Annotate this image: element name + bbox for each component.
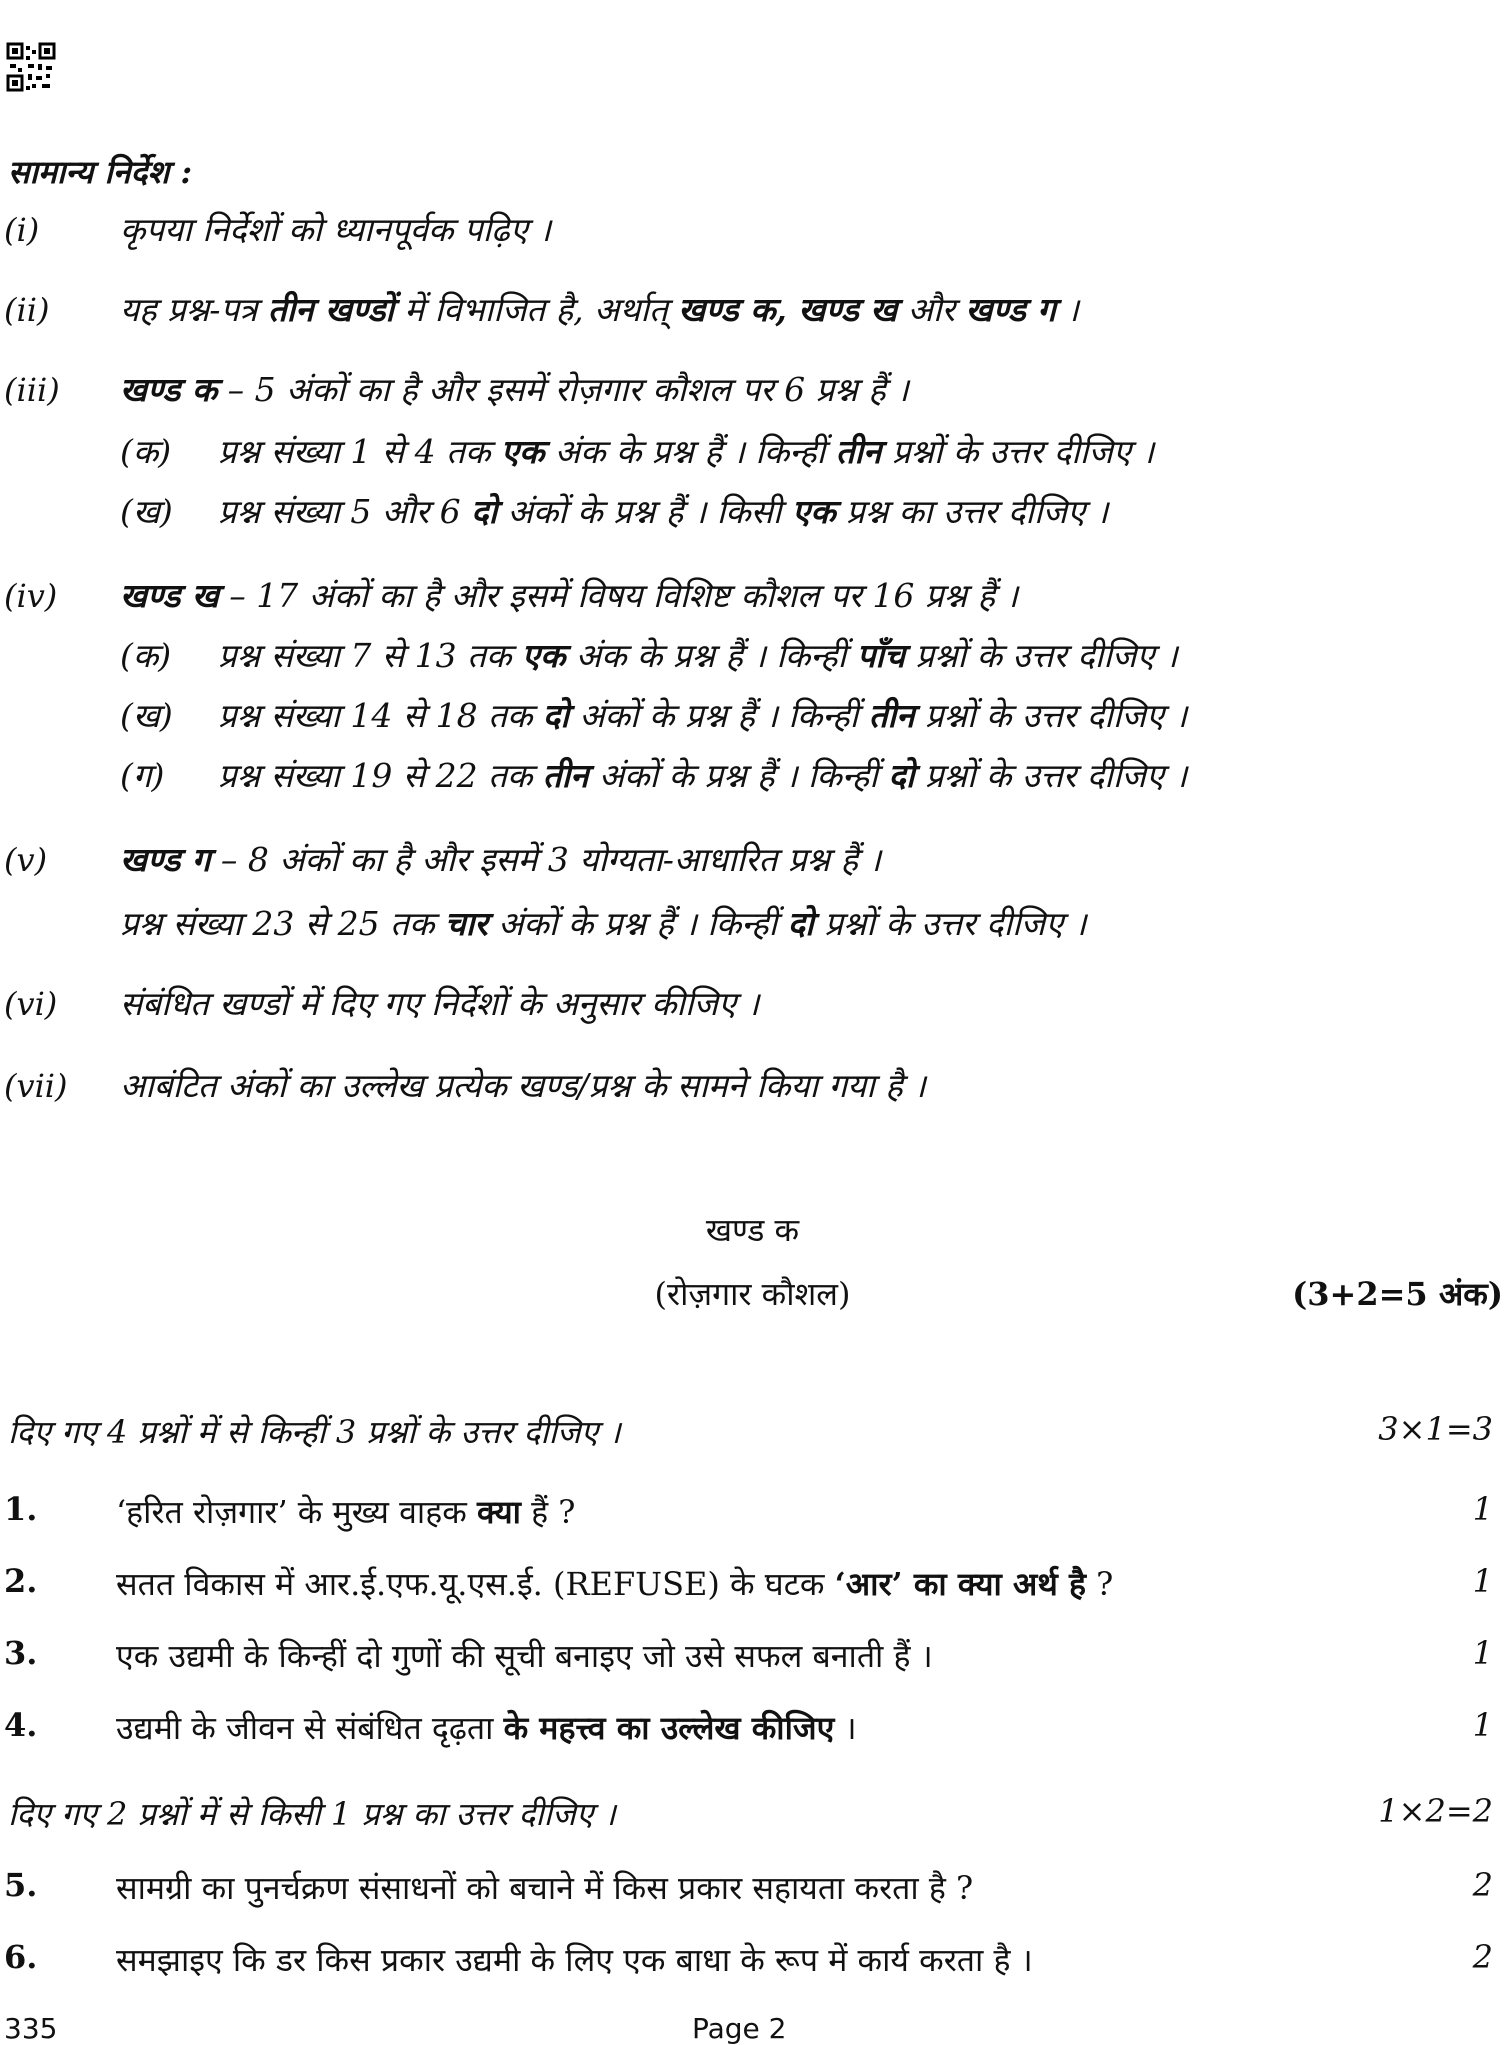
instruction-number: (ii) — [4, 291, 50, 329]
instruction-number: (v) — [4, 841, 48, 879]
section-title: खण्ड क — [705, 1211, 800, 1249]
question-text: समझाइए कि डर किस प्रकार उद्यमी के लिए एक बाधा के रूप में कार्य करता है । — [116, 1941, 1033, 1979]
question-number: 3. — [4, 1634, 38, 1672]
question-number: 2. — [4, 1562, 38, 1600]
question-marks: 1 — [1472, 1634, 1493, 1672]
question-number: 6. — [4, 1938, 38, 1976]
question-marks: 1 — [1472, 1706, 1493, 1744]
group-instruction: दिए गए 4 प्रश्नों में से किन्हीं 3 प्रश्नों के उत्तर दीजिए । — [8, 1413, 621, 1451]
instruction-text: संबंधित खण्डों में दिए गए निर्देशों के अनुसार कीजिए । — [120, 984, 760, 1023]
general-instructions-heading: सामान्य निर्देश : — [8, 153, 193, 191]
instruction-text: खण्ड ख – 17 अंकों का है और इसमें विषय विशिष्ट कौशल पर 16 प्रश्न हैं । — [120, 576, 1019, 615]
instruction-number: (iii) — [4, 371, 60, 409]
instruction-number: (vi) — [4, 985, 58, 1023]
instruction-text: खण्ड ग – 8 अंकों का है और इसमें 3 योग्यता-आधारित प्रश्न हैं । — [120, 840, 881, 879]
group-marks: 1×2=2 — [1378, 1792, 1493, 1830]
instruction-text: खण्ड क – 5 अंकों का है और इसमें रोज़गार कौशल पर 6 प्रश्न हैं । — [120, 370, 909, 409]
question-text: उद्यमी के जीवन से संबंधित दृढ़ता के महत्त्व का उल्लेख कीजिए । — [116, 1709, 857, 1747]
instruction-number: (i) — [4, 211, 40, 249]
page-number: Page 2 — [692, 2012, 787, 2045]
paper-code: 335 — [4, 2012, 58, 2045]
instruction-text: आबंटित अंकों का उल्लेख प्रत्येक खण्ड/प्रश्न के सामने किया गया है । — [120, 1066, 926, 1105]
instruction-number: (iv) — [4, 577, 58, 615]
question-text: सामग्री का पुनर्चक्रण संसाधनों को बचाने में किस प्रकार सहायता करता है ? — [116, 1869, 974, 1907]
instruction-text: कृपया निर्देशों को ध्यानपूर्वक पढ़िए । — [120, 210, 551, 249]
group-instruction: दिए गए 2 प्रश्नों में से किसी 1 प्रश्न का उत्तर दीजिए । — [8, 1795, 616, 1833]
group-marks: 3×1=3 — [1378, 1410, 1493, 1448]
question-marks: 1 — [1472, 1490, 1493, 1528]
question-number: 5. — [4, 1866, 38, 1904]
section-marks: (3+2=5 अंक) — [1292, 1275, 1503, 1313]
instruction-text: यह प्रश्न-पत्र तीन खण्डों में विभाजित है, अर्थात् खण्ड क, खण्ड ख और खण्ड ग । — [120, 290, 1079, 329]
question-marks: 2 — [1472, 1938, 1493, 1976]
qr-code-icon — [6, 42, 56, 92]
question-text: ‘हरित रोज़गार’ के मुख्य वाहक क्या हैं ? — [116, 1493, 576, 1531]
section-subtitle: (रोज़गार कौशल) — [654, 1275, 851, 1313]
instruction-number: (vii) — [4, 1067, 68, 1105]
question-number: 4. — [4, 1706, 38, 1744]
question-text: एक उद्यमी के किन्हीं दो गुणों की सूची बनाइए जो उसे सफल बनाती हैं । — [116, 1637, 933, 1675]
question-number: 1. — [4, 1490, 38, 1528]
question-text: सतत विकास में आर.ई.एफ.यू.एस.ई. (REFUSE) के घटक ‘आर’ का क्या अर्थ है ? — [116, 1565, 1114, 1603]
question-marks: 1 — [1472, 1562, 1493, 1600]
question-marks: 2 — [1472, 1866, 1493, 1904]
